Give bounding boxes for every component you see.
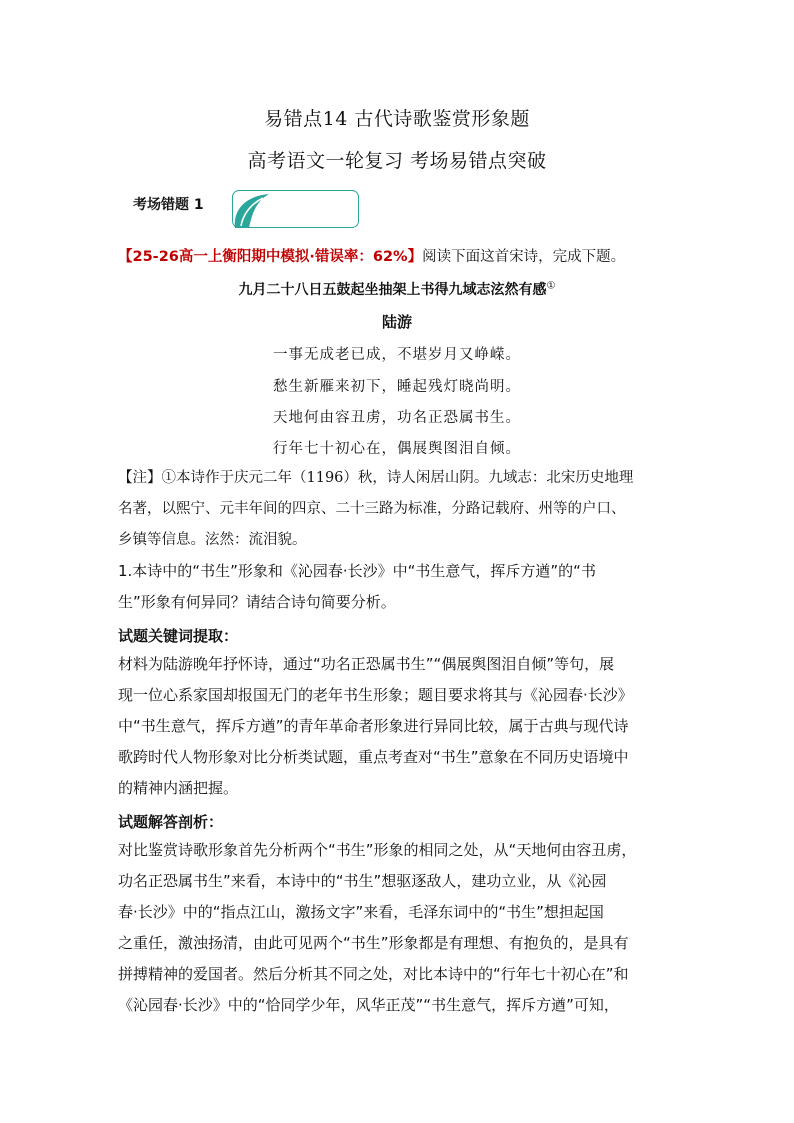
note-line: 【注】①本诗作于庆元二年（1196）秋，诗人闲居山阴。九域志：北宋历史地理 — [118, 470, 634, 486]
paragraph-line: 春·长沙》中的“指点江山，激扬文字”来看，毛泽东词中的“书生”想担起国 — [118, 903, 604, 921]
paragraph-line: 对比鉴赏诗歌形象首先分析两个“书生”形象的相同之处，从“天地何由容丑虏， — [118, 841, 637, 859]
paragraph-line: 功名正恐属书生”来看，本诗中的“书生”想驱逐敌人，建功立业，从《沁园 — [118, 872, 607, 890]
paragraph-line: 歌跨时代人物形象对比分析类试题，重点考查对“书生”意象在不同历史语境中 — [118, 748, 629, 766]
leaf-icon — [229, 188, 273, 232]
question-line: 生”形象有何异同？请结合诗句简要分析。 — [118, 593, 396, 611]
poem-line: 愁生新雁来初下，睡起残灯晓尚明。 — [273, 379, 521, 395]
paragraph-line: 拼搏精神的爱国者。然后分析其不同之处，对比本诗中的“行年七十初心在”和 — [118, 965, 629, 983]
poem-author: 陆游 — [381, 313, 412, 331]
paragraph-line: 材料为陆游晚年抒怀诗，通过“功名正恐属书生”“偶展舆图泪自倾”等句，展 — [118, 655, 615, 673]
paragraph-line: 现一位心系家国却报国无门的老年书生形象；题目要求将其与《沁园春·长沙》 — [118, 686, 633, 704]
source-text: 25-26高一上衡阳 — [132, 249, 252, 265]
poem-line: 天地何由容丑虏，功名正恐属书生。 — [273, 410, 521, 426]
analysis-text — [118, 835, 684, 1021]
keywords-text — [118, 649, 684, 804]
poem-line: 行年七十初心在，偶展舆图泪自倾。 — [273, 441, 521, 457]
poem-line: 一事无成老已成，不堪岁月又峥嵘。 — [273, 347, 521, 363]
paragraph-line: 中“书生意气，挥斥方遒”的青年革命者形象进行异同比较，属于古典与现代诗 — [118, 717, 629, 735]
paragraph-line: 的精神内涵把握。 — [118, 779, 239, 797]
analysis-heading: 试题解答剖析： — [118, 813, 224, 831]
exam-error-label: 考场错题 1 — [133, 197, 204, 213]
instruction-text: 阅读下面这首宋诗，完成下题。 — [422, 249, 626, 265]
poem-title: 九月二十八日五鼓起坐抽架上书得九域志泫然有感① — [238, 280, 556, 298]
document-title: 易错点14 古代诗歌鉴赏形象题 — [264, 108, 530, 130]
error-rate: ·错误率：62% — [309, 249, 408, 265]
paragraph-line: 《沁园春·长沙》中的“恰同学少年，风华正茂”“书生意气，挥斥方遒”可知， — [118, 996, 619, 1014]
question-intro: 【25-26高一上衡阳期中模拟·错误率：62%】阅读下面这首宋诗，完成下题。 — [118, 249, 626, 265]
source-exam: 期中模拟 — [251, 249, 310, 265]
note-line: 名著，以熙宁、元丰年间的四京、二十三路为标准，分路记载府、州等的户口、 — [118, 501, 626, 517]
question-text — [118, 556, 684, 618]
poem-note — [118, 463, 688, 556]
paragraph-line: 之重任，激浊扬清，由此可见两个“书生”形象都是有理想、有抱负的，是具有 — [118, 934, 629, 952]
document-subtitle: 高考语文一轮复习 考场易错点突破 — [247, 150, 547, 172]
question-line: 1.本诗中的“书生”形象和《沁园春·长沙》中“书生意气，挥斥方遒”的“书 — [118, 562, 596, 580]
note-line: 乡镇等信息。泫然：流泪貌。 — [118, 532, 307, 548]
footnote-mark: ① — [546, 280, 556, 292]
keywords-heading: 试题关键词提取： — [118, 627, 239, 645]
